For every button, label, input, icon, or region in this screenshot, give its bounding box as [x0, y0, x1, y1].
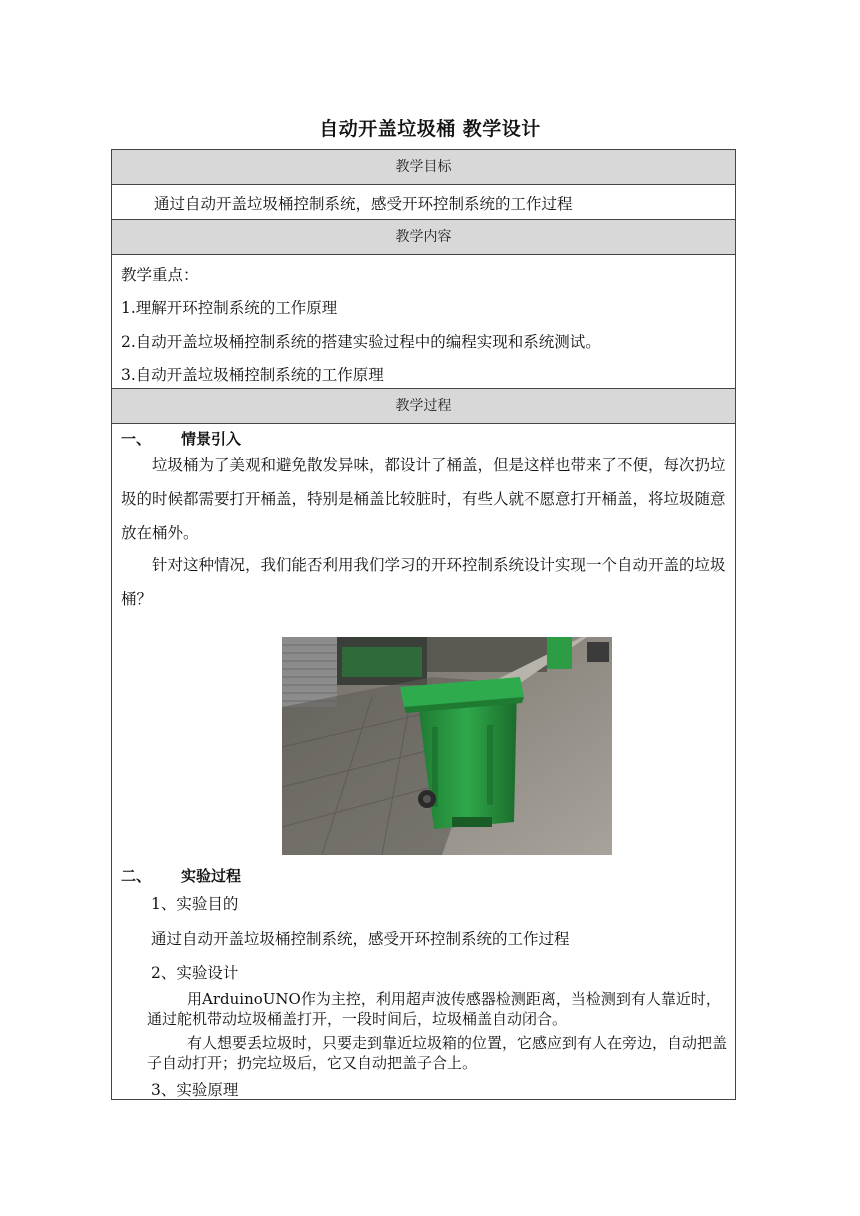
lesson-table	[111, 149, 736, 1100]
section-one-title: 情景引入	[181, 430, 242, 448]
section-one-number: 一、	[121, 430, 152, 448]
item-1-label: 1、实验目的	[151, 895, 239, 913]
content-header: 教学内容	[112, 219, 735, 255]
green-trash-bin-photo	[282, 637, 612, 855]
section-two-heading	[121, 865, 241, 886]
key-point-1: 1.理解开环控制系统的工作原理	[121, 299, 338, 317]
objective-text: 通过自动开盖垃圾桶控制系统，感受开环控制系统的工作过程	[154, 195, 573, 213]
item-3-label: 3、实验原理	[151, 1081, 239, 1099]
objective-header: 教学目标	[112, 149, 735, 185]
key-points-label: 教学重点：	[121, 266, 199, 284]
item-1-text: 通过自动开盖垃圾桶控制系统，感受开环控制系统的工作过程	[151, 930, 570, 948]
item-2-label: 2、实验设计	[151, 964, 239, 982]
section-two-number: 二、	[121, 867, 152, 885]
key-point-2: 2.自动开盖垃圾桶控制系统的搭建实验过程中的编程实现和系统测试。	[121, 333, 601, 351]
key-point-3: 3.自动开盖垃圾桶控制系统的工作原理	[121, 366, 384, 384]
item-2-paragraph-1: 用ArduinoUNO作为主控，利用超声波传感器检测距离，当检测到有人靠近时，通过舵机带动垃圾桶盖打开，一段时间后，垃圾桶盖自动闭合。	[147, 990, 721, 1028]
section-two-title: 实验过程	[181, 867, 242, 885]
intro-paragraph-1: 垃圾桶为了美观和避免散发异味，都设计了桶盖，但是这样也带来了不便，每次扔垃圾的时候都需要打开桶盖，特别是桶盖比较脏时，有些人就不愿意打开桶盖，将垃圾随意放在桶外。	[121, 456, 726, 542]
intro-paragraph-2: 针对这种情况，我们能否利用我们学习的开环控制系统设计实现一个自动开盖的垃圾桶？	[121, 556, 726, 608]
process-header: 教学过程	[112, 388, 735, 424]
item-2-paragraph-2: 有人想要丢垃圾时，只要走到靠近垃圾箱的位置，它感应到有人在旁边，自动把盖子自动打开；扔完垃圾后，它又自动把盖子合上。	[147, 1034, 728, 1072]
section-one-heading	[121, 428, 241, 449]
document-title: 自动开盖垃圾桶 教学设计	[319, 118, 541, 140]
